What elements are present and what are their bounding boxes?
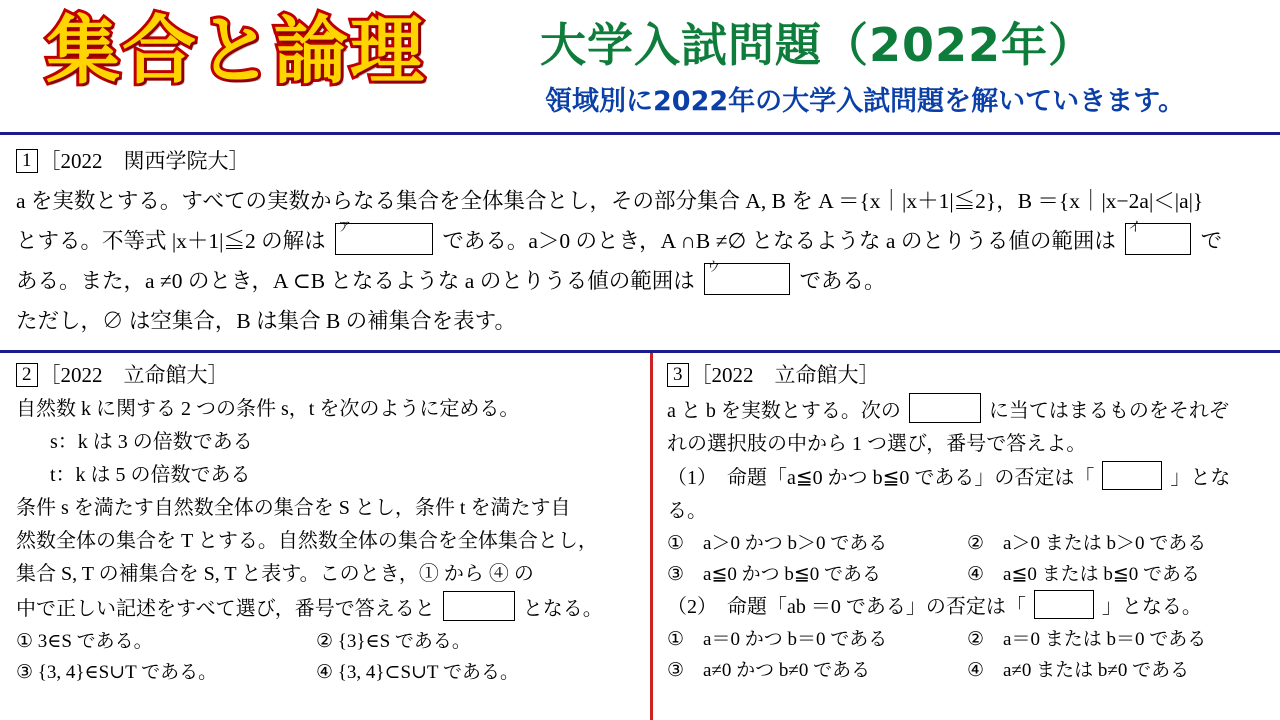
problem-3-q2-text-b: 」となる。: [1101, 596, 1202, 618]
problem-2-source: ［2022 立命館大］: [39, 363, 229, 387]
problem-3-heading: [667, 359, 1270, 393]
problem-3-line-1a: a と b を実数とする。次の: [667, 400, 901, 422]
problem-3-intro-box[interactable]: [909, 393, 981, 423]
problem-1: [0, 135, 1280, 350]
problem-3-line-1b: に当てはまるものをそれぞ: [988, 400, 1229, 422]
problem-2-option-4[interactable]: ④ {3, 4}⊂S∪T である。: [316, 662, 519, 683]
problem-2-option-3[interactable]: ③ {3, 4}∈S∪T である。: [16, 662, 218, 683]
problem-2-answer-box[interactable]: [443, 591, 515, 621]
problem-2-line-5a: 中で正しい記述をすべて選び，番号で答えると: [16, 598, 435, 620]
problem-1-line-2a: とする。不等式 |x＋1|≦2 の解は: [16, 229, 326, 253]
problem-3-q2-text-a: （2） 命題「ab ＝0 である」の否定は「: [667, 596, 1026, 618]
problem-1-number: 1: [16, 149, 38, 173]
problem-1-line-3: [16, 261, 1266, 301]
problem-2-options-row-2: [16, 657, 640, 688]
problem-1-line-1: a を実数とする。すべての実数からなる集合を全体集合とし，その部分集合 A, B を A ＝{x｜|x＋1|≦2}，B ＝{x｜|x−2a|＜|a|}: [16, 189, 1204, 213]
answer-box-u[interactable]: [704, 259, 790, 295]
problem-2-condition-s: s：k は 3 の倍数である: [50, 431, 253, 453]
problem-1-line-2c: で: [1200, 229, 1223, 253]
problem-2-line-3: 然数全体の集合を T とする。自然数全体の集合を全体集合とし，: [16, 530, 598, 552]
problem-2-line-2: 条件 s を満たす自然数全体の集合を S とし，条件 t を満たす自: [16, 497, 571, 519]
problem-3-q1: [667, 461, 1270, 528]
page-title: 集合と論理: [46, 8, 426, 94]
problem-3-q2-option-4[interactable]: ④ a≠0 または b≠0 である: [967, 660, 1190, 681]
problem-1-line-2: [16, 221, 1266, 261]
problem-3-q1-answer-box[interactable]: [1102, 461, 1162, 490]
problem-2-line-4: 集合 S, T の補集合を S, T と表す。このとき，① から ④ の: [16, 563, 534, 585]
problem-3-q1-option-1[interactable]: ① a＞0 かつ b＞0 である: [667, 533, 888, 554]
problem-3-q2: [667, 590, 1270, 624]
problem-2-options-row-1: [16, 626, 640, 657]
problem-3-number: 3: [667, 363, 689, 387]
problem-3: [653, 355, 1280, 686]
problem-3-q2-option-3[interactable]: ③ a≠0 かつ b≠0 である: [667, 660, 871, 681]
answer-box-u-label: ウ: [707, 259, 721, 274]
problem-3-line-1: [667, 393, 1270, 428]
page-subtitle: 大学入試問題（2022年）: [540, 18, 1096, 72]
problem-2-line-5b: となる。: [522, 598, 603, 620]
page-description: 領域別に2022年の大学入試問題を解いていきます。: [545, 86, 1185, 117]
problem-1-line-3a: ある。また，a ≠0 のとき，A ⊂B となるような a のとりうる値の範囲は: [16, 269, 695, 293]
problem-3-q1-option-3[interactable]: ③ a≦0 かつ b≦0 である: [667, 564, 882, 585]
problem-2-line-1: 自然数 k に関する 2 つの条件 s，t を次のように定める。: [16, 398, 520, 420]
problem-3-q1-text-b: 」となる。: [667, 467, 1231, 522]
problem-1-line-2b: である。a＞0 のとき，A ∩B ≠∅ となるような a のとりうる値の範囲は: [442, 229, 1116, 253]
answer-box-i[interactable]: [1125, 219, 1191, 255]
answer-box-a-label: ア: [338, 219, 352, 234]
problem-1-line-3b: である。: [799, 269, 886, 293]
problem-2-line-5: [16, 591, 640, 626]
problem-3-line-2: れの選択肢の中から 1 つ選び，番号で答えよ。: [667, 433, 1087, 455]
problem-3-source: ［2022 立命館大］: [690, 363, 880, 387]
problem-3-q2-answer-box[interactable]: [1034, 590, 1094, 619]
horizontal-divider: [0, 350, 1280, 353]
problem-2-option-1[interactable]: ① 3∈S である。: [16, 631, 153, 652]
problem-3-q1-text-a: （1） 命題「a≦0 かつ b≦0 である」の否定は「: [667, 467, 1095, 489]
problem-3-q2-options-row-2: [667, 655, 1270, 686]
problem-2-heading: [16, 359, 640, 393]
problem-1-heading: [16, 141, 1266, 181]
problem-3-q2-option-1[interactable]: ① a＝0 かつ b＝0 である: [667, 629, 888, 650]
header: [0, 0, 1280, 135]
answer-box-a[interactable]: [335, 219, 433, 255]
problem-2-condition-t: t：k は 5 の倍数である: [50, 464, 251, 486]
problem-3-q1-option-4[interactable]: ④ a≦0 または b≦0 である: [967, 564, 1201, 585]
problem-2: [0, 355, 650, 688]
problem-3-q1-options-row-1: [667, 528, 1270, 559]
answer-box-i-label: イ: [1128, 219, 1142, 234]
problem-1-source: ［2022 関西学院大］: [39, 149, 250, 173]
problem-1-line-4: ただし，∅ は空集合，B は集合 B の補集合を表す。: [16, 309, 516, 333]
problem-3-q1-option-2[interactable]: ② a＞0 または b＞0 である: [967, 533, 1207, 554]
problem-3-q1-options-row-2: [667, 559, 1270, 590]
problem-2-option-2[interactable]: ② {3}∈S である。: [316, 631, 471, 652]
problem-3-q2-option-2[interactable]: ② a＝0 または b＝0 である: [967, 629, 1207, 650]
problem-2-number: 2: [16, 363, 38, 387]
problem-3-q2-options-row-1: [667, 624, 1270, 655]
